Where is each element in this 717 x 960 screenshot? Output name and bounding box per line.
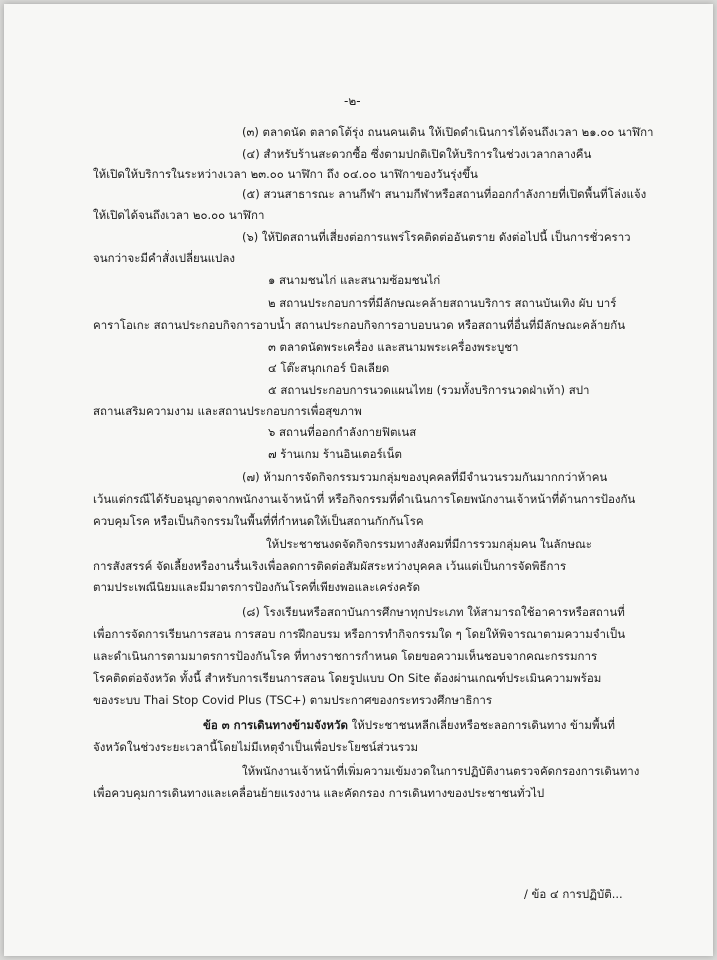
item-7-para-2-line-3: ตามประเพณีนิยมและมีมาตรการป้องกันโรคที่เพียงพอและเคร่งครัด: [93, 580, 421, 594]
item-8-line-2: เพื่อการจัดการเรียนการสอน การสอบ การฝึกอบรม หรือการทำกิจกรรมใด ๆ โดยให้พิจารณาตามความจำเป็น: [93, 627, 626, 641]
footer-continuation: / ข้อ ๔ การปฏิบัติ...: [524, 887, 623, 901]
item-7-line-3: ควบคุมโรค หรือเป็นกิจกรรมในพื้นที่ที่กำหนดให้เป็นสถานกักกันโรค: [93, 514, 424, 528]
sub-item-6: ๖ สถานที่ออกกำลังกายฟิตเนส: [268, 425, 417, 439]
item-8-line-4: โรคติดต่อจังหวัด ทั้งนี้ สำหรับการเรียนการสอน โดยรูปแบบ On Site ต้องผ่านเกณฑ์ประเมินความพร้อม: [93, 671, 602, 685]
item-6-line-2: จนกว่าจะมีคำสั่งเปลี่ยนแปลง: [93, 251, 236, 265]
sub-item-5-line-2: สถานเสริมความงาม และสถานประกอบการเพื่อสุขภาพ: [93, 404, 362, 418]
sub-item-1: ๑ สนามชนไก่ และสนามซ้อมชนไก่: [268, 273, 441, 287]
clause-3-text: ให้ประชาชนหลีกเลี่ยงหรือชะลอการเดินทาง ข้ามพื้นที่: [347, 718, 615, 732]
item-5-line-1: (๕) สวนสาธารณะ ลานกีฬา สนามกีฬาหรือสถานที่ออกกำลังกายที่เปิดพื้นที่โล่งแจ้ง: [242, 187, 647, 201]
item-8-line-5: ของระบบ Thai Stop Covid Plus (TSC+) ตามประกาศของกระทรวงศึกษาธิการ: [93, 693, 493, 707]
clause-3-line-1: [203, 718, 615, 733]
item-7-line-2: เว้นแต่กรณีได้รับอนุญาตจากพนักงานเจ้าหน้าที่ หรือกิจกรรมที่ดำเนินการโดยพนักงานเจ้าหน้าที่ด้านการป้องกัน: [93, 492, 636, 506]
clause-3-para-2-line-2: เพื่อควบคุมการเดินทางและเคลื่อนย้ายแรงงาน และคัดกรอง การเดินทางของประชาชนทั่วไป: [93, 786, 545, 800]
item-4-line-2: ให้เปิดให้บริการในระหว่างเวลา ๒๓.๐๐ นาฬิกา ถึง ๐๔.๐๐ นาฬิกาของวันรุ่งขึ้น: [93, 167, 478, 181]
clause-3-heading: ข้อ ๓ การเดินทางข้ามจังหวัด: [203, 718, 348, 732]
page-number: -๒-: [344, 94, 361, 108]
sub-item-2-line-2: คาราโอเกะ สถานประกอบกิจการอาบน้ำ สถานประกอบกิจการอาบอบนวด หรือสถานที่อื่นที่มีลักษณะคล้ายกัน: [93, 318, 626, 332]
sub-item-5-line-1: ๕ สถานประกอบการนวดแผนไทย (รวมทั้งบริการนวดฝ่าเท้า) สปา: [268, 383, 590, 397]
item-7-para-2-line-1: ให้ประชาชนงดจัดกิจกรรมทางสังคมที่มีการรวมกลุ่มคน ในลักษณะ: [266, 537, 592, 551]
sub-item-2-line-1: ๒ สถานประกอบการที่มีลักษณะคล้ายสถานบริการ สถานบันเทิง ผับ บาร์: [268, 296, 617, 310]
item-5-line-2: ให้เปิดได้จนถึงเวลา ๒๐.๐๐ นาฬิกา: [93, 208, 265, 222]
item-8-line-3: และดำเนินการตามมาตรการป้องกันโรค ที่ทางราชการกำหนด โดยขอความเห็นชอบจากคณะกรรมการ: [93, 649, 598, 663]
clause-3-para-2-line-1: ให้พนักงานเจ้าหน้าที่เพิ่มความเข้มงวดในการปฏิบัติงานตรวจคัดกรองการเดินทาง: [242, 764, 640, 778]
sub-item-7: ๗ ร้านเกม ร้านอินเตอร์เน็ต: [268, 447, 402, 461]
sub-item-3: ๓ ตลาดนัดพระเครื่อง และสนามพระเครื่องพระบูชา: [268, 340, 519, 354]
item-6-line-1: (๖) ให้ปิดสถานที่เสี่ยงต่อการแพร่โรคติดต่ออันตราย ดังต่อไปนี้ เป็นการชั่วคราว: [242, 230, 631, 244]
clause-3-line-2: จังหวัดในช่วงระยะเวลานี้โดยไม่มีเหตุจำเป็นเพื่อประโยชน์ส่วนรวม: [93, 740, 419, 754]
item-8-line-1: (๘) โรงเรียนหรือสถาบันการศึกษาทุกประเภท ให้สามารถใช้อาคารหรือสถานที่: [242, 605, 625, 619]
item-3-line: (๓) ตลาดนัด ตลาดโต้รุ่ง ถนนคนเดิน ให้เปิดดำเนินการได้จนถึงเวลา ๒๑.๐๐ นาฬิกา: [242, 125, 654, 139]
item-7-para-2-line-2: การสังสรรค์ จัดเลี้ยงหรืองานรื่นเริงเพื่อลดการติดต่อสัมผัสระหว่างบุคคล เว้นแต่เป็นการจัดพิธีการ: [93, 559, 567, 573]
item-7-line-1: (๗) ห้ามการจัดกิจกรรมรวมกลุ่มของบุคคลที่มีจำนวนรวมกันมากกว่าห้าคน: [242, 470, 608, 484]
document-page: [4, 4, 713, 956]
item-4-line-1: (๔) สำหรับร้านสะดวกซื้อ ซึ่งตามปกติเปิดให้บริการในช่วงเวลากลางคืน: [242, 147, 592, 161]
sub-item-4: ๔ โต๊ะสนุกเกอร์ บิลเลียด: [268, 361, 390, 375]
